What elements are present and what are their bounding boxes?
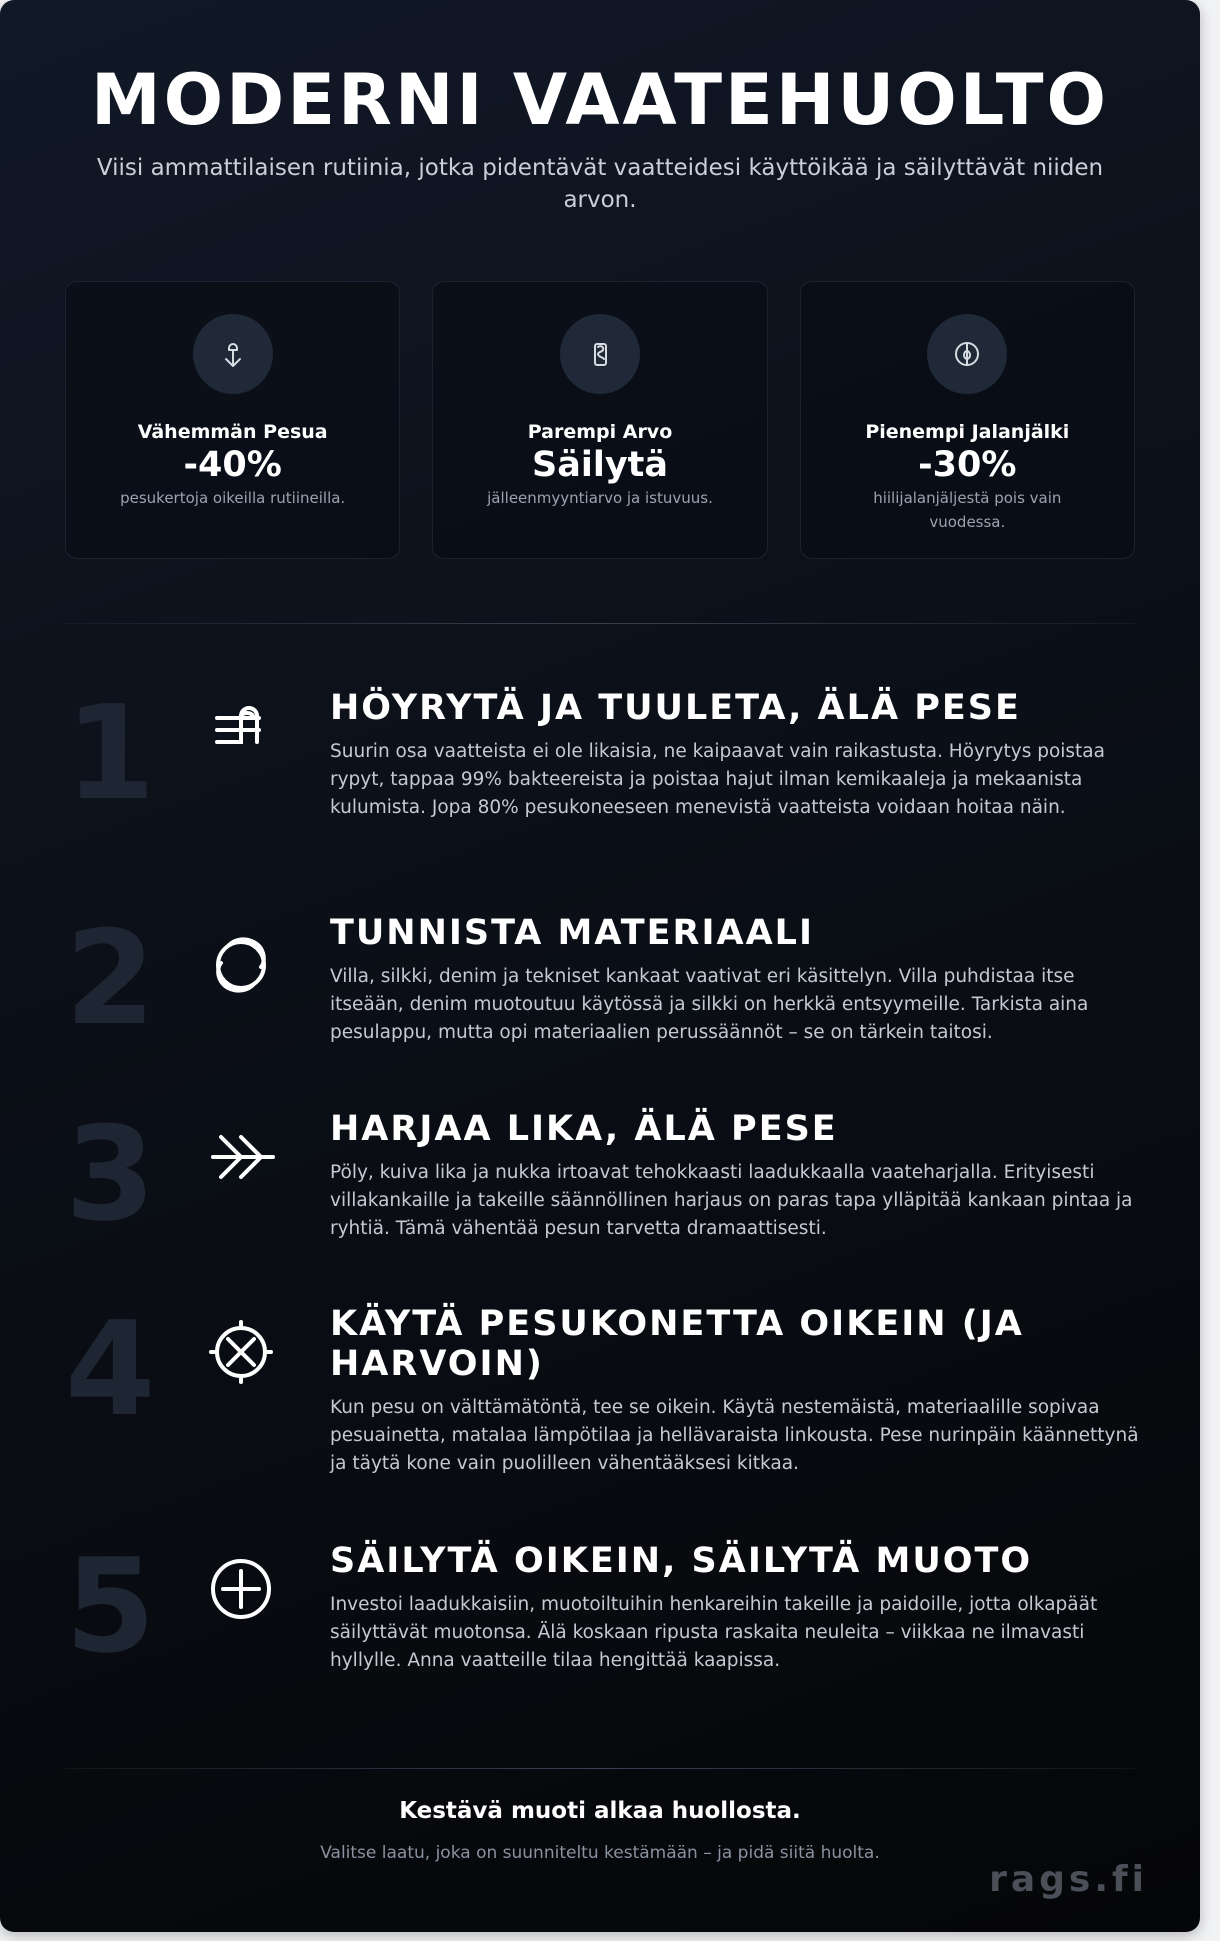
tip-text: Villa, silkki, denim ja tekniset kankaat vaativat eri käsittelyn. Villa puhdistaa itse itseään, denim muotoutuu käytössä ja silkki on herkkä entsyymeille. Tarkista aina pesulappu, mutta opi materiaalien perussäännöt – se on tärkein taitosi. [330, 966, 1089, 1043]
tip-content [330, 1541, 1140, 1675]
fabric-loop-icon [205, 927, 277, 999]
hanger-arrow-down-icon [193, 314, 273, 394]
tip-text: Investoi laadukkaisiin, muotoiltuihin henkareihin takeille ja paidoille, jotta olkapäät säilyttävät muotonsa. Älä koskaan ripusta raskaita neuleita – viikkaa ne ilmavasti hyllylle. Anna vaatteille tilaa hengittää kaapissa. [330, 1594, 1098, 1671]
tip-title: HARJAA LIKA, ÄLÄ PESE [330, 1109, 838, 1149]
brush-arrows-icon [205, 1121, 277, 1193]
tip-text: Suurin osa vaatteista ei ole likaisia, ne kaipaavat vain raikastusta. Höyrytys poistaa rypyt, tappaa 99% bakteereista ja poistaa hajut ilman kemikaaleja ja mekaanista kulumista. Jopa 80% pesukoneeseen menevistä vaatteista voidaan hoitaa näin. [330, 741, 1105, 818]
leaf-circle-icon [927, 314, 1007, 394]
tip-content [330, 688, 1140, 822]
tip-content [330, 913, 1140, 1047]
stat-description: pesukertoja oikeilla rutiineilla. [120, 489, 346, 507]
stat-card-smaller-footprint [800, 281, 1135, 559]
stat-description: hiilijalanjäljestä pois vain vuodessa. [873, 489, 1062, 531]
tip-text: Pöly, kuiva lika ja nukka irtoavat tehokkaasti laadukkaalla vaateharjalla. Erityisesti villakankaille ja takeille säännöllinen harjaus on paras tapa ylläpitää kankaan pintaa ja ryhtiä. Tämä vähentää pesun tarvetta dramaattisesti. [330, 1162, 1133, 1239]
stat-label: Parempi Arvo [527, 421, 673, 443]
tip-content [330, 1109, 1140, 1243]
tip-number: 4 [65, 1293, 156, 1445]
footer-divider [65, 1768, 1135, 1769]
garment-tag-icon [560, 314, 640, 394]
tip-number: 2 [65, 902, 156, 1054]
stats-row [65, 281, 1135, 559]
stat-card-less-washing [65, 281, 400, 559]
page-title: MODERNI VAATEHUOLTO [90, 59, 1110, 141]
footer-subtitle: Valitse laatu, joka on suunniteltu kestämään – ja pidä siitä huolta. [320, 1843, 880, 1863]
tip-title: TUNNISTA MATERIAALI [330, 913, 814, 953]
tip-content [330, 1304, 1140, 1478]
washing-machine-target-icon [205, 1316, 277, 1388]
stat-value: Säilytä [532, 445, 668, 485]
stat-value: -40% [183, 445, 282, 485]
page-subtitle: Viisi ammattilaisen rutiinia, jotka pidentävät vaatteidesi käyttöikää ja säilyttävät niiden arvon. [96, 155, 1104, 213]
tip-number: 5 [65, 1530, 156, 1682]
tip-title: SÄILYTÄ OIKEIN, SÄILYTÄ MUOTO [330, 1541, 1033, 1581]
stat-card-better-value [432, 281, 767, 559]
steam-icon [205, 694, 277, 766]
tip-text: Kun pesu on välttämätöntä, tee se oikein. Käytä nestemäistä, materiaalille sopivaa pesuainetta, matalaa lämpötilaa ja hellävaraista linkousta. Pese nurinpäin käännettynä ja täytä kone vain puolilleen vähentääksesi kitkaa. [330, 1397, 1139, 1474]
brand-logo: rags.fi [989, 1859, 1148, 1900]
stat-description: jälleenmyyntiarvo ja istuvuus. [487, 489, 713, 507]
stat-label: Vähemmän Pesua [137, 421, 328, 443]
tip-number: 3 [65, 1098, 156, 1250]
section-divider [65, 623, 1135, 624]
tip-title: HÖYRYTÄ JA TUULETA, ÄLÄ PESE [330, 688, 1021, 728]
tip-title: KÄYTÄ PESUKONETTA OIKEIN (JA HARVOIN) [330, 1304, 1024, 1384]
plus-circle-icon [205, 1553, 277, 1625]
stat-value: -30% [918, 445, 1017, 485]
footer-title: Kestävä muoti alkaa huollosta. [399, 1798, 801, 1824]
tip-number: 1 [65, 677, 156, 829]
stat-label: Pienempi Jalanjälki [865, 421, 1070, 443]
